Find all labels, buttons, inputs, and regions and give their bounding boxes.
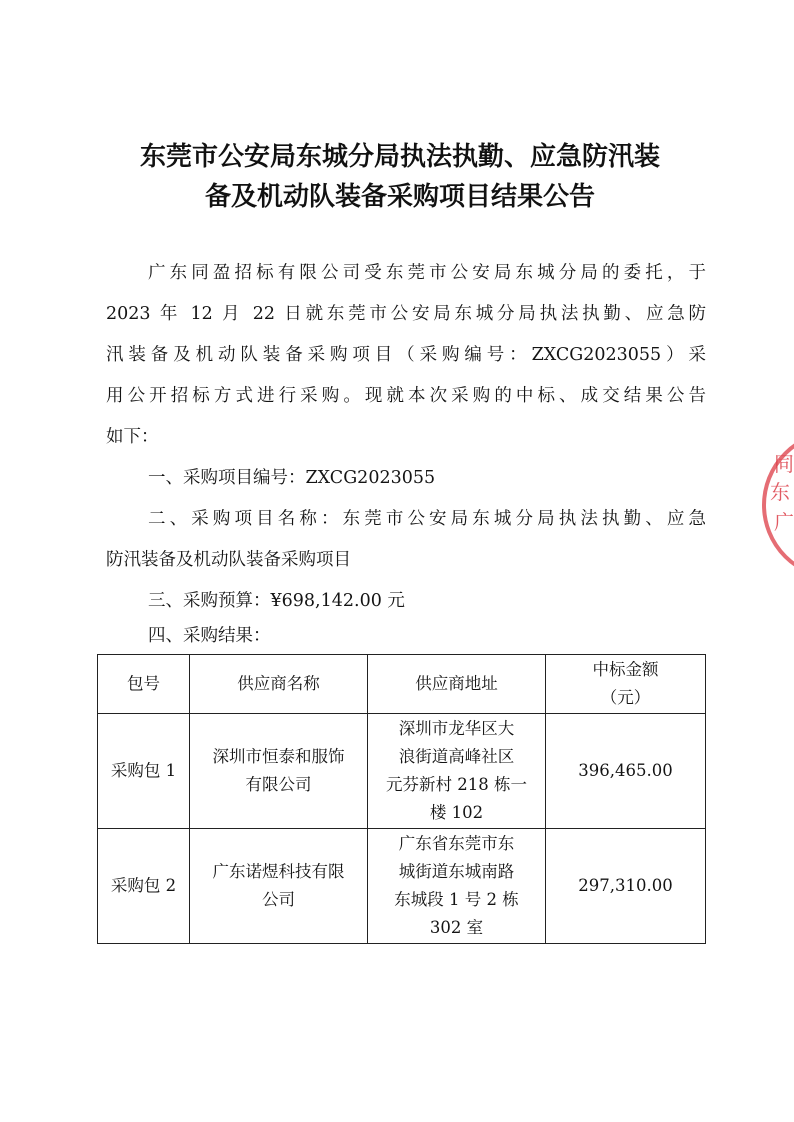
address-line: 302 室: [429, 918, 484, 937]
table-row: [98, 829, 706, 944]
supplier-cell: [190, 829, 368, 944]
supplier-line: 深圳市恒泰和服饰: [212, 747, 345, 766]
address-line: 城街道东城南路: [398, 862, 515, 881]
title-line-2: 备及机动队装备采购项目结果公告: [204, 182, 595, 212]
project-name-line-2: 防汛装备及机动队装备采购项目: [106, 550, 351, 570]
header-address: 供应商地址: [368, 655, 546, 714]
supplier-line: 有限公司: [245, 775, 312, 794]
intro-line-1: 广东同盈招标有限公司受东莞市公安局东城分局的委托，于: [148, 263, 706, 283]
seal-char: 同: [774, 452, 794, 476]
address-line: 楼 102: [429, 803, 484, 822]
project-number: 一、采购项目编号：ZXCG2023055: [148, 468, 436, 488]
seal-char: 东: [770, 480, 790, 504]
supplier-line: 广东诺煜科技有限: [212, 862, 345, 881]
intro-line-3: 汛装备及机动队装备采购项目（采购编号：ZXCG2023055）采: [106, 345, 706, 365]
header-package: 包号: [98, 655, 190, 714]
address-line: 深圳市龙华区大: [398, 719, 515, 738]
seal-char: 广: [774, 510, 794, 534]
table-row: [98, 714, 706, 829]
header-amount-label: 中标金额: [592, 660, 659, 679]
address-cell: [368, 829, 546, 944]
company-seal: [762, 430, 794, 580]
header-amount: [546, 655, 706, 714]
result-table: [97, 654, 706, 944]
amount-cell: 396,465.00: [546, 714, 706, 829]
page-title: [100, 137, 700, 217]
address-line: 东城段 1 号 2 栋: [394, 890, 519, 909]
result-heading: 四、采购结果：: [148, 626, 271, 646]
address-cell: [368, 714, 546, 829]
table-header-row: [98, 655, 706, 714]
header-supplier: 供应商名称: [190, 655, 368, 714]
intro-line-4: 用公开招标方式进行采购。现就本次采购的中标、成交结果公告: [106, 386, 706, 406]
header-amount-unit: （元）: [600, 688, 651, 707]
intro-line-2: 2023 年 12 月 22 日就东莞市公安局东城分局执法执勤、应急防: [106, 304, 706, 324]
package-cell: 采购包 2: [98, 829, 190, 944]
package-cell: 采购包 1: [98, 714, 190, 829]
address-line: 元芬新村 218 栋一: [386, 775, 527, 794]
supplier-line: 公司: [262, 890, 295, 909]
title-line-1: 东莞市公安局东城分局执法执勤、应急防汛装: [139, 142, 660, 172]
project-name-line-1: 二、采购项目名称：东莞市公安局东城分局执法执勤、应急: [148, 509, 706, 529]
amount-cell: 297,310.00: [546, 829, 706, 944]
budget: 三、采购预算：¥698,142.00 元: [148, 591, 405, 611]
address-line: 广东省东莞市东: [398, 834, 515, 853]
supplier-cell: [190, 714, 368, 829]
address-line: 浪街道高峰社区: [398, 747, 515, 766]
intro-line-5: 如下：: [106, 427, 159, 447]
